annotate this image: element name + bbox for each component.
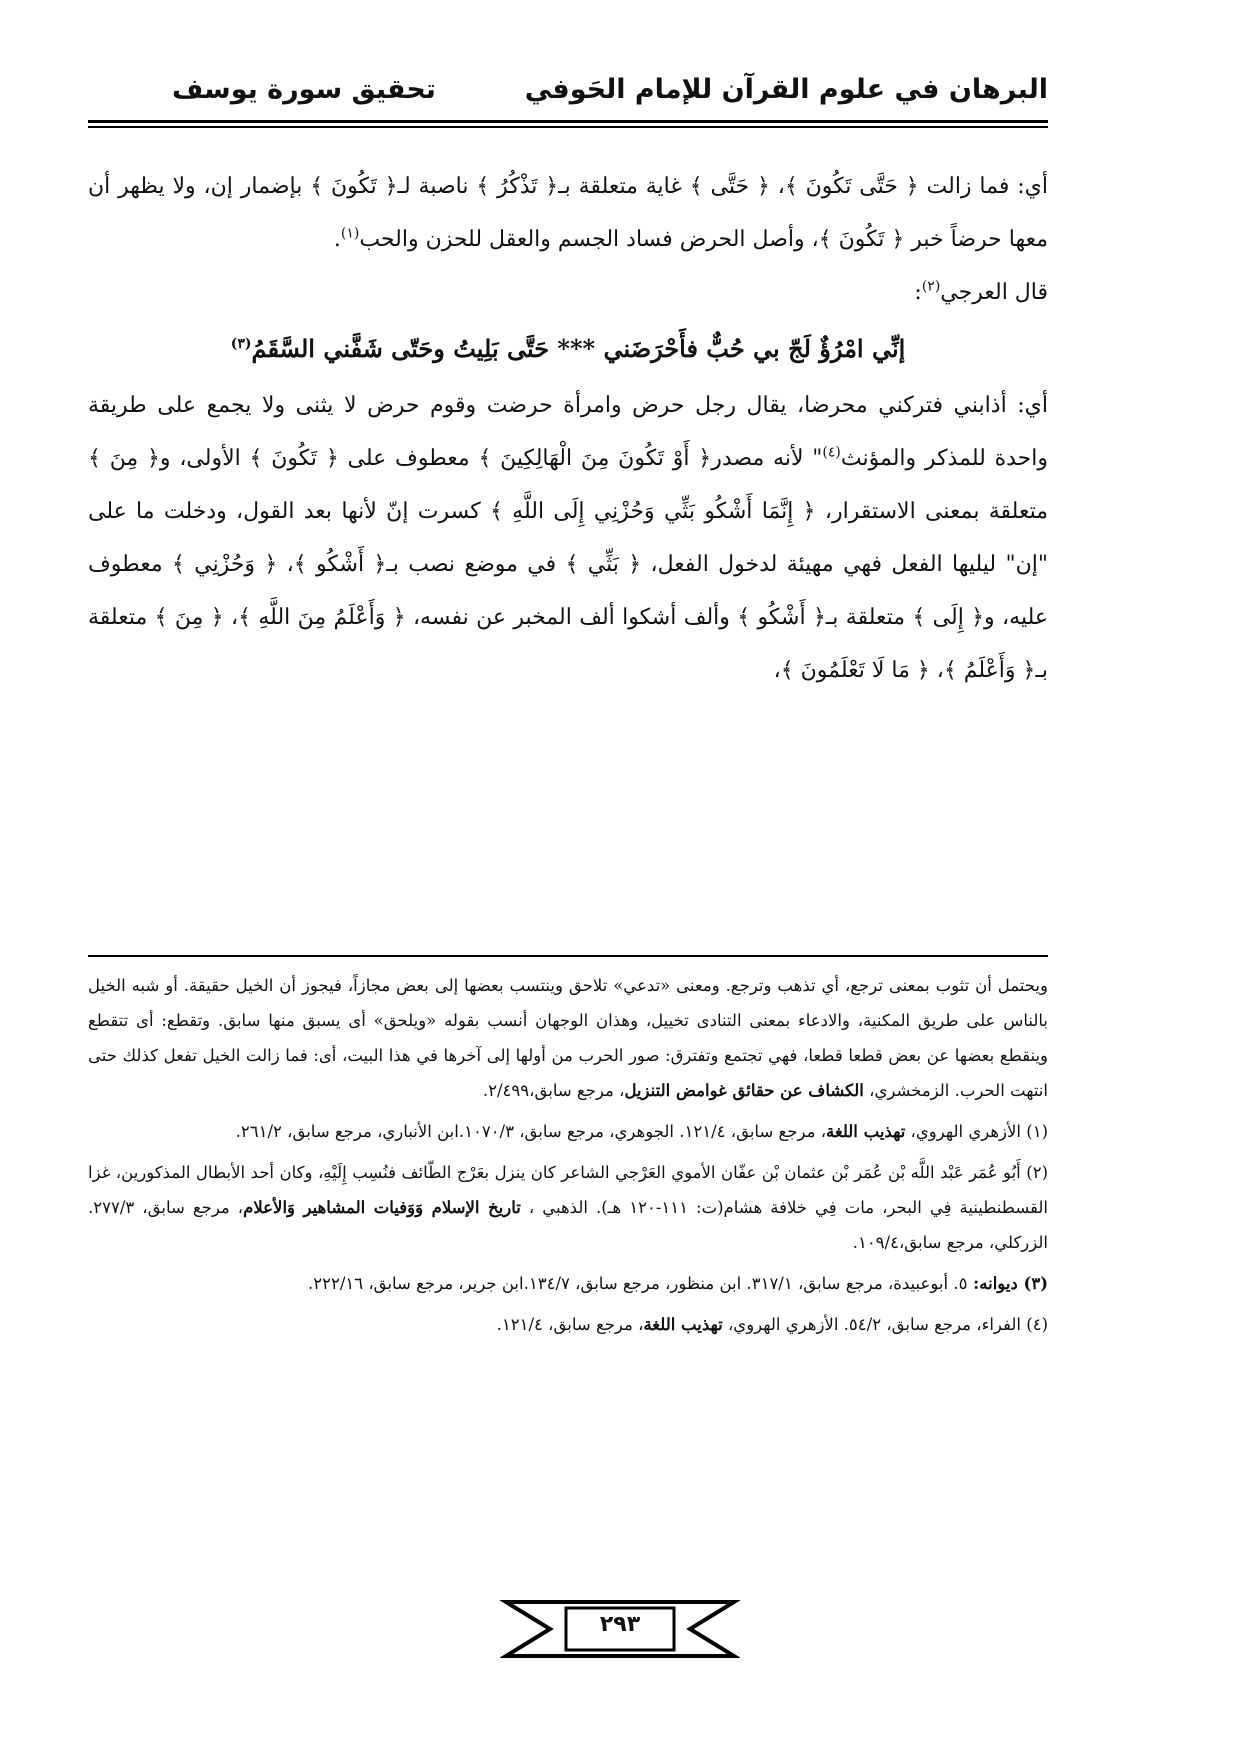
footnote-3-ref: ٥. أبوعبيدة، مرجع سابق، ٣١٧/١. ابن منظور، مرجع سابق، ١٣٤/٧.ابن جرير، مرجع سابق، ٢٢٢/١٦. <box>307 1274 968 1293</box>
book-title: البرهان في علوم القرآن للإمام الحَوفي <box>524 74 1048 105</box>
footnote-1-book: تهذيب اللغة <box>826 1122 906 1141</box>
paragraph-3-text-a: أي: أذابني فتركني محرضا، يقال رجل حرض وامرأة حرضت وقوم حرض لا يثنى ولا يجمع على طريقة واحدة للمذكر والمؤنث <box>88 393 1049 471</box>
poetry-verse <box>88 319 1048 379</box>
paragraph-2 <box>88 266 1048 319</box>
footnotes <box>88 968 1048 1348</box>
footnote-1-ref: ، مرجع سابق، ١٢١/٤. الجوهري، مرجع سابق، ١٠٧٠/٣.ابن الأنباري، مرجع سابق، ٢٦١/٢. <box>235 1122 827 1141</box>
footnote-4-text: (٤) الفراء، مرجع سابق، ٥٤/٢. الأزهري الهروي، <box>722 1315 1048 1334</box>
paragraph-3-text-b: " لأنه مصدر﴿ أَوْ تَكُونَ مِنَ الْهَالِكِينَ ﴾ معطوف على ﴿ تَكُونَ ﴾ الأولى، و﴿ مِنَ ﴾ متعلقة بمعنى الاستقرار، ﴿ إِنَّمَا أَشْكُو بَثِّي وَحُزْنِي إِلَى اللَّهِ ﴾ كسرت إنّ لأنها بعد القول، ودخلت ما على "إن" ليليها الفعل فهي مهيئة لدخول الفعل، ﴿ بَثِّي ﴾ في موضع نصب بـ﴿ أَشْكُو ﴾، ﴿ وَحُزْنِي ﴾ معطوف عليه، و﴿ إِلَى ﴾ متعلقة بـ﴿ أَشْكُو ﴾ وألف أشكوا ألف المخبر عن نفسه، ﴿ وَأَعْلَمُ مِنَ اللَّهِ ﴾، ﴿ مِنَ ﴾ متعلقة بـ﴿ وَأَعْلَمُ ﴾، ﴿ مَا لَا تَعْلَمُونَ ﴾، <box>88 446 1048 683</box>
paragraph-1-text: أي: فما زالت ﴿ حَتَّى تَكُونَ ﴾، ﴿ حَتَّى ﴾ غاية متعلقة بـ﴿ تَذْكُرُ ﴾ ناصبة لـ﴿ تَكُونَ ﴾ بإضمار إن، ولا يظهر أن معها حرضاً خبر ﴿ تَكُونَ ﴾، وأصل الحرض فساد الجسم والعقل للحزن والحب <box>88 174 1048 252</box>
paragraph-3 <box>88 379 1048 697</box>
footnote-ref-3: (٣) <box>230 336 252 352</box>
footnote-1-text: (١) الأزهري الهروي، <box>905 1122 1048 1141</box>
footnote-2-text: (٢) أَبُو عُمَر عَبْد اللَّه بْن عُمَر بْن عثمان بْن عفّان الأموي العَرْجي الشاعر كان ينزل بعَرْج الطّائف فنُسِب إِلَيْهِ، وكان أحد الأبطال المذكورين، غزا القسطنطينية فِي البحر، مات فِي خلافة هشام(ت: ١١١-١٢٠ هـ). الذهبي ، <box>88 1163 1048 1217</box>
paragraph-2-colon: : <box>914 280 922 305</box>
main-text <box>88 160 1048 697</box>
footnote-3-book: (٣) ديوانه: <box>967 1274 1048 1293</box>
footnote-continuation-text: ويحتمل أن تثوب بمعنى ترجع، أي تذهب وترجع. ومعنى «تدعي» تلاحق وينتسب بعضها إلى بعض مجازاً، فيجوز أن الخيل حقيقة. أو شبه الخيل بالناس على طريق المكنية، والادعاء بمعنى التنادى تخييل، وهذان الوجهان أنسب بقوله «ويلحق» أى يسبق منها سابق. وتقطع: أى تتقطع وينقطع بعضها عن بعض قطعا قطعا، فهي تجتمع وتفترق: صور الحرب من أولها إلى آخرها في هذا البيت، أى: فما زالت الخيل تفعل كذلك حتى انتهت الحرب. الزمخشري، <box>88 976 1048 1100</box>
footnote-ref-1: (١) <box>340 225 360 242</box>
page-number: ٢٩٣ <box>599 1612 641 1637</box>
footnote-continuation <box>88 968 1048 1108</box>
footnote-3 <box>88 1266 1048 1301</box>
footnote-4 <box>88 1307 1048 1342</box>
page-header <box>88 72 1048 112</box>
footnote-2-book: تاريخ الإسلام وَوَفيات المشاهير وَالأعلام <box>243 1198 521 1217</box>
surah-title: تحقيق سورة يوسف <box>172 74 436 105</box>
footnote-continuation-ref: ، مرجع سابق،٢/٤٩٩. <box>482 1081 625 1100</box>
verse-text: إنِّي امْرُؤٌ لَجّ بي حُبٌّ فأَحْرَضَني *** حَتَّى بَلِيتُ وحَتّى شَفَّني السَّقَمُ <box>251 334 906 363</box>
footnote-2-ref: ، مرجع سابق، ٢٧٧/٣. الزركلي، مرجع سابق،١٠٩/٤. <box>88 1198 1048 1252</box>
paragraph-2-text: قال العرجي <box>940 280 1048 305</box>
footnote-continuation-book: الكشاف عن حقائق غوامض التنزيل <box>624 1081 864 1100</box>
footnote-1 <box>88 1114 1048 1149</box>
footnote-2 <box>88 1155 1048 1260</box>
footnote-ref-2: (٢) <box>921 278 941 295</box>
footnote-4-book: تهذيب اللغة <box>643 1315 723 1334</box>
paragraph-1: أي: فما زالت ﴿ حَتَّى تَكُونَ ﴾، ﴿ حَتَّى ﴾ غاية متعلقة بـ﴿ تَذْكُرُ ﴾ ناصبة لـ﴿ تَكُونَ ﴾ بإضمار إن، ولا يظهر أن معها حرضاً خبر ﴿ تَكُونَ ﴾، وأصل الحرض فساد الجسم والعقل للحزن والحب$^{(١)}$. <box>88 174 1048 252</box>
header-rule-thin <box>88 126 1048 128</box>
footnote-4-ref: ، مرجع سابق، ١٢١/٤. <box>496 1315 644 1334</box>
footnote-separator <box>88 955 1048 957</box>
header-rule-thick <box>88 120 1048 123</box>
footnote-ref-4: (٤) <box>822 444 841 461</box>
